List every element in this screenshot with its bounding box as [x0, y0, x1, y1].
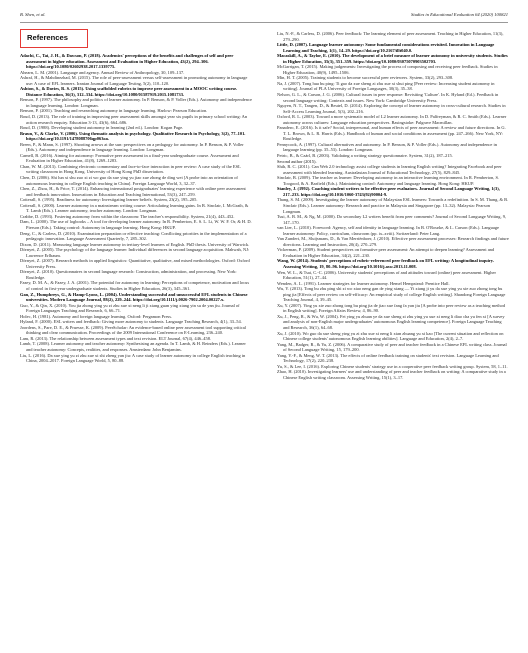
references-heading-box	[20, 29, 88, 48]
reference-entry: Xu, J. (2010). Wo guo da xue sheng ying yu zi zhu xue xi neng li xian zhuang yu xi kao [The current situation and reflection on Chinese college students' autonomous English learning abilities]. Language and Education, 2(4), 2–7.	[277, 330, 504, 342]
reference-entry: Van Zundert, M., Sluijsmans, D., & Van Merriënboer, J. (2010). Effective peer assessment processes: Research findings and future directions. Learning and Instruction, 20(4), 270–279.	[277, 236, 509, 247]
reference-entry: Tsui, A. B. M., & Ng, M. (2000). Do secondary L2 writers benefit from peer comments? Journal of Second Language Writing, 9, 147–170.	[277, 214, 507, 225]
reference-entry: Min, H. T. (2005). Training students to become successful peer reviewers. System, 33(2), 293–308.	[277, 75, 454, 81]
reference-entry: Na, J. (2007). Tong hua bu ping: Ti gao da xue sheng zi zhu xue xi shui ping [Peer review: Increasing student autonomy in writing]. Journal of PLA University of Foreign Languages, 30(3), 35–38.	[277, 80, 495, 92]
reference-entry: Chan, W. M. (2013). Combining electronic commentary and face-to-face interaction in peer review: A case study of the ESL writing classroom in Hong Kong. University of Hong Kong PhD dissertation.	[20, 163, 241, 175]
reference-entry: Dörnyei, Z. (2007). Research methods in applied linguistics: Quantitative, qualitative, and mixed methodologies. Oxford: Oxford University Press.	[20, 258, 250, 269]
reference-entry: Adachi, C., Tai, J. H., & Dawson, P. (2018). Academics' perceptions of the benefits and challenges of self and peer assessment in higher education. Assessment and Evaluation in Higher Education, 43(2), 294–306. https://doi.org/10.1080/02602938.2017.1339775.	[20, 53, 234, 70]
reference-entry: McGarrigan, T. (2015). Making judgements: Investigating the process of composing and receiving peer feedback. Studies in Higher Education, 40(9), 1495–1506.	[277, 64, 498, 75]
reference-entry: Chen, D. (2006). Shi lun xi shu zuo xi zi wo guo da xue ying yu jiao xue zhong de ding wei [A probe into an orientation of autonomous learning in college English teaching in China]. Foreign Language World, 3, 32–37.	[20, 175, 238, 186]
reference-column-right	[277, 31, 509, 643]
reference-entry: Benson, P. (2001). Teaching and researching autonomy in language learning. Harlow: Pearson Education.	[20, 108, 208, 114]
reference-entry: Yang, Y.-F., & Meng, W. T. (2013). The effects of online feedback training on students' text revision. Language Learning and Technology, 17(2), 220–238.	[277, 352, 499, 364]
reference-entry: Macaskill, A., & Taylor, E. (2010). The development of a brief measure of learner autonomy in university students. Studies in Higher Education, 35(3), 351–359. https://doi.org/10.1080/03075070903502703.	[277, 53, 508, 64]
reference-entry: Joordens, S., Pare, D. E., & Pruesse, K. (2009). PeerScholar: An evidence-based online peer assessment tool supporting critical thinking and clear communication. Proceedings of the 2009 International Conference on E-Learning, 236–240.	[20, 324, 246, 336]
reference-entry: Dörnyei, Z. (2010). Questionnaires in second language research: Construction, administration, and processing. New York: Routledge.	[20, 269, 237, 280]
reference-entry: Sinclair, B. (2009). The teacher as learner: Developing autonomy in an interactive learning environment. In R. Pemberton, S. Toogood, & A. Barfield (Eds.). Maintaining control: Autonomy and language learning. Hong Kong: HKUP.	[277, 175, 500, 186]
reference-entry: van Lier, L. (2010). Foreword: Agency, self and identity in language learning. In B. O'Rourke, & L. Carson (Eds.). Language learner autonomy: Policy, curriculum, classroom (pp. ix–xviii). Switzerland: Peter Lang.	[277, 225, 500, 236]
reference-column-left	[20, 53, 252, 641]
reference-entry: Oxford, R. L. (2003). Toward a more systematic model of L2 learner autonomy. In D. Palfreyman, & R. C. Smith (Eds.). Learner autonomy across cultures: Language education perspectives. Basingstoke: Palgrave Macmillan.	[277, 114, 507, 125]
reference-entry: Cotterall, S. (2000). Learner autonomy in a mainstream writing course: Articulating learning gains. In B. Sinclair, I. McGrath, & T. Lamb (Eds.). Learner autonomy, teacher autonomy. London: Longman.	[20, 202, 249, 214]
reference-entry: Braun, V., & Clarke, V. (2006). Using thematic analysis in psychology. Qualitative Research in Psychology, 3(2), 77–101. https://doi.org/10.1191/1478088706qp063oa.	[20, 130, 246, 142]
reference-entry: Yang, M., Badger, R., & Yu, Z. (2006). A comparative study of peer and teacher feedback in a Chinese EFL writing class. Journal of Second Language Writing, 15, 179–200.	[277, 341, 507, 353]
reference-entry: Ahearn, L. M. (2001). Language and agency. Annual Review of Anthropology, 30, 109–137.	[20, 69, 185, 75]
reference-entry: Petric, B., & Czárl, B. (2003). Validating a writing strategy questionnaire. System, 31(2), 187–215.	[277, 153, 453, 159]
reference-entry: Little, D. (2007). Language learner autonomy: Some fundamental considerations revisited. Innovation in Language Learning and Teaching, 1(1), 14–29. https://doi.org/10.2167/illt040.0.	[277, 42, 495, 53]
reference-entry: Fazey, D. M. A., & Fazey, J. A. (2001). The potential for autonomy in learning: Perceptions of competence, motivation and locus of control in first-year undergraduate students. Studies in Higher Education, 26(3), 345–361.	[20, 280, 250, 291]
reference-entry: Pennycook, A. (1997). Cultural alternatives and autonomy. In P. Benson, & P. Voller (Eds.). Autonomy and independence in language learning (pp. 35–53). London: Longman.	[277, 141, 497, 153]
reference-entry: Xu, Y. (2007). Ying yu xie zuo zhong tong bu ping jia de jiao xue fang fa yan jiu [A probe into peer review as a teaching method in English writing]. Foreign Affairs Review, 4, 86–90.	[277, 302, 506, 314]
reference-entry: Wu, Y. (2013). Tong bu zhu ping shi zi wo xiao neng gan de ying xiang — Yi xiang ji yu da xue ying yu xie zuo zhong tong bu ping jia [Effects of peer review on self-efficacy: An empirical study of college English writing]. Shandong Foreign Language Teaching Journal, 4, 39–45.	[277, 286, 506, 303]
running-header	[20, 10, 508, 23]
reference-entry: Holec, H. (1981). Autonomy and foreign language learning. Oxford: Pergamon Press.	[20, 313, 173, 319]
references-heading: References	[27, 33, 68, 42]
reference-entry: Nelson, G. L., & Carson, J. G. (2006). Cultural issues in peer response: Revisiting 'Culture'. In K. Hyland (Ed.). Feedback in second language writing: Contexts and issues. New York: Cambridge University Press.	[277, 92, 499, 103]
reference-entry: Lamb, T. (2008). Learner autonomy and teacher autonomy: Synthesising an agenda. In T. Lamb, & H. Reinders (Eds.). Learner and teacher autonomy: Concepts, realities, and responses. Amsterdam: John Benjamins.	[20, 341, 246, 352]
reference-entry: Gan, Z., Humphreys, G., & Hamp-Lyons, L. (2004). Understanding successful and unsuccessful EFL students in Chinese universities. Modern Language Journal, 88(2), 229–244. https://doi.org/10.1111/j.0026-7902.2004.00227.x.	[20, 291, 248, 303]
reference-entry: Xu, J., Peng, R., & Wu, W. (2004). Fei ying yu zhuan ye da xue sheng zi zhu ying yu xue xi neng li diao cha yu fen xi [A survey and analysis of non-English major undergraduates' autonomous English learning competence]. Foreign Language Teaching and Research, 36(1), 64–68.	[277, 313, 505, 330]
reference-entry: Thang, S. M. (2009). Investigating the learner autonomy of Malaysian ESL learners: Towards a redefinition. In S. M. Thang, & B. Sinclair (Eds.). Learner autonomy: Research and practice in Malaysia and Singapore (pp. 13–32). Malaysia: Pearson Longman.	[277, 197, 509, 214]
reference-entry: Zhao, H. (2010). Investigating learners' use and understanding of peer and teacher feedback on writing: A comparative study in a Chinese English writing classroom. Assessing Writing, 15(1), 3–17.	[277, 369, 506, 380]
reference-entry: Wen, W. L., & Tsai, C.-C. (2006). University students' perceptions of and attitudes toward (online) peer assessment. Higher Education, 51(1), 27–44.	[277, 269, 496, 281]
reference-entry: Boud, D. (1988). Developing student autonomy in learning (2nd ed.). London: Kogan Page.	[20, 125, 184, 131]
header-journal: Studies in Educational Evaluation 64 (2020) 100821	[411, 12, 508, 17]
reference-entry: Nguyen, N. T., Tangen, D., & Beutel, D. (2014). Exploring the concept of learner autonomy in cross-cultural research. Studies in Self-Access Learning Journal, 5(3), 202–216.	[277, 103, 506, 114]
reference-entry: Stanley, J. (1992). Coaching student writers to be effective peer evaluators. Journal of Second Language Writing, 1(3), 217–233. https://doi.org/10.1016/1060-3743(92)90004-9.	[277, 186, 500, 197]
reference-entry: Lam, R. (2013). The relationship between assessment types and text revision. ELT Journal, 67(4), 446–458.	[20, 335, 212, 341]
reference-entry: Yu, S., & Lee, I. (2016). Exploring Chinese students' strategy use in a cooperative peer feedback writing group. System, 58, 1–11.	[277, 363, 508, 369]
reference-entry: Guo, Y., & Qin, X. (2010). You jia zhong ying yu zi zhu xue xi neng li ji xiang guan ying xiang yin su de yan jiu. Journal of Foreign Languages Teaching and Research, 6, 66–71.	[20, 302, 240, 314]
reference-entry: Ashton, S., & Davies, R. S. (2015). Using scaffolded rubrics to improve peer assessment in a MOOC writing course. Distance Education, 36(3), 312–334. https://doi.org/10.1080/01587919.2015.1081733.	[20, 86, 238, 97]
reference-entry: Deng, C., & Carless, D. (2010). Examination preparation or effective teaching: Conflicting priorities in the implementation of a pedagogic innovation. Language Assessment Quarterly, 7, 285–302.	[20, 230, 247, 242]
reference-entry: Dixon, D. (2011). Measuring language learner autonomy in tertiary-level learners of English. PhD thesis. University of Warwick.	[20, 241, 250, 247]
reference-entry: Chen, Z., Zhou, H., & Price, T. (2014). Enhancing international postgraduates' learning experience with online peer assessment and feedback innovation. Innovations in Education and Teaching International, 53(3), 247–259.	[20, 186, 246, 197]
reference-entry: Wang, W. (2014). Students' perceptions of rubric-referenced peer feedback on EFL writing: A longitudinal inquiry. Assessing Writing, 19, 80–96. https://doi.org/10.1016/j.asw.2013.11.008.	[277, 258, 494, 269]
reference-subhead: Second author (2015).	[277, 158, 317, 164]
reference-entry: Crabbe, D. (1993). Fostering autonomy from within the classroom: The teacher's responsibility. System, 21(4), 443–452.	[20, 213, 235, 219]
reference-entry: Dörnyei, Z. (2005). The psychology of the language learner: Individual differences in second language acquisition. Mahwah, NJ: Lawrence Erlbaum.	[20, 247, 250, 258]
reference-entry: Hyland, F. (2000). ESL writers and feedback: Giving more autonomy to students. Language Teaching Research, 4(1), 33–54.	[20, 319, 242, 325]
reference-entry: Liu, L. (2016). Da xue ying yu zi zhu xue xi shi zheng yan jiu: A case study of learner autonomy in college English teaching in China, 2004–2017. Foreign Language World, 5, 80–88.	[20, 352, 246, 364]
reference-entry: Shih, R. C. (2011). Can Web 2.0 technology assist college students in learning English writing? Integrating Facebook and peer assessment with blended learning. Australasian Journal of Educational Technology, 27(5), 829–845.	[277, 164, 502, 175]
reference-entry: Wenden, A. L. (1991). Learner strategies for learner autonomy. Hemel Hempstead: Prentice Hall.	[277, 280, 450, 286]
reference-entry: Ashraf, H., & Mahdinezhad, M. (2015). The role of peer-assessment versus self-assessment in promoting autonomy in language use: A case of EFL learners. Iranian Journal of Language Testing, 5(2), 110–120.	[20, 75, 248, 86]
reference-entry: Carnell, B. (2016). Aiming for autonomy: Formative peer assessment in a final-year undergraduate course. Assessment and Evaluation in Higher Education, 41(8), 1269–1283.	[20, 152, 239, 164]
reference-entry: Vickerman, P. (2009). Student perspectives on formative peer assessment: An attempt to deepen learning? Assessment and Evaluation in Higher Education, 34(2), 221–230.	[277, 247, 495, 258]
reference-entry: Panadero, E. (2016). Is it safe? Social, interpersonal, and human effects of peer assessment: A review and future directions. In G. T. L. Brown, & L. R. Harris (Eds.). Handbook of human and social conditions in assessment (pp. 247–266). New York, NY: Routledge.	[277, 125, 506, 142]
reference-entry: Cotterall, S. (1995). Readiness for autonomy: Investigating learner beliefs. System, 23(2), 195–205.	[20, 197, 198, 203]
reference-entry: Liu, N.-F., & Carless, D. (2006). Peer feedback: The learning element of peer assessment. Teaching in Higher Education, 11(3), 279–290.	[277, 31, 504, 42]
header-authors: B. Shen, et al.	[20, 12, 46, 17]
reference-entry: Benson, P. (1997). The philosophy and politics of learner autonomy. In P. Benson, & P. Voller (Eds.). Autonomy and independence in language learning. London: Longman.	[20, 97, 252, 108]
reference-entry: Breen, P., & Mann, S. (1997). Shooting arrows at the sun: perspectives on a pedagogy for autonomy. In P. Benson, & P. Voller (Eds.). Autonomy and independence in language learning. London: Longman.	[20, 141, 244, 153]
reference-entry: Dam, L. (2000). The use of logbooks – A tool for developing learner autonomy. In R. Pemberton, E. S. L. Li, W. W. F. Or, & H. D. Pierson (Eds.). Taking control: Autonomy in language learning. Hong Kong: HKUP.	[20, 219, 252, 230]
reference-entry: Boud, D. (2013). The role of training in improving peer assessment skills amongst year six pupils in primary school writing: An action research enquiry. Education 3-13, 43(6), 664–686.	[20, 114, 248, 125]
